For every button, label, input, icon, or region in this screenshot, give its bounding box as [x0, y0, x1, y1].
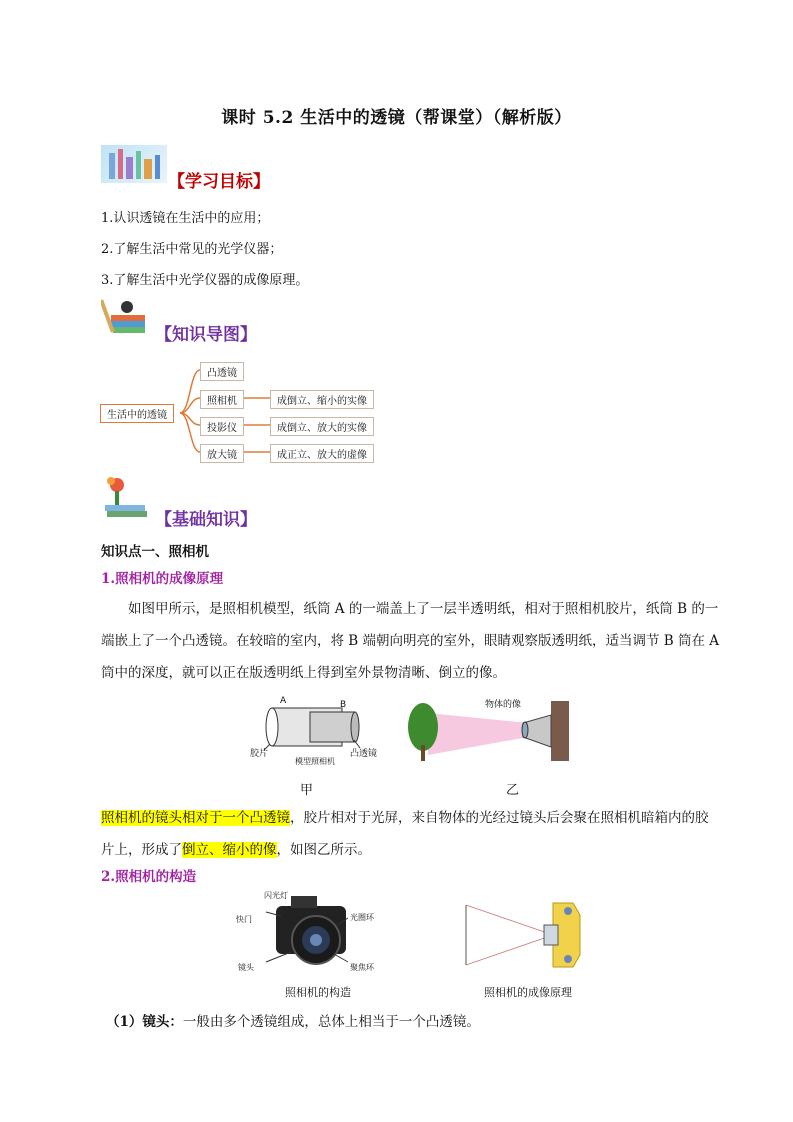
objective-item: 3.了解生活中光学仪器的成像原理。	[101, 273, 309, 288]
camera-imaging-figure	[403, 695, 578, 767]
highlight: 照相机的镜头相对于一个凸透镜	[101, 810, 290, 826]
text: ，如图乙所示。	[276, 842, 371, 858]
figure-caption: 甲	[300, 783, 314, 798]
label-focus: 聚焦环	[350, 963, 374, 972]
mindmap-branch: 放大镜	[200, 444, 244, 463]
camera-model-figure	[250, 696, 390, 766]
mindmap-branch: 凸透镜	[200, 362, 244, 381]
mindmap-leaf: 成倒立、放大的实像	[270, 417, 374, 436]
paragraph	[101, 802, 721, 866]
mindmap-leaf: 成正立、放大的虚像	[270, 444, 374, 463]
label-model: 模型照相机	[295, 757, 335, 766]
mindmap-branch: 照相机	[200, 390, 244, 409]
text: ，胶片相对于光屏，来自物体的光经过镜头后会聚在照相机暗箱内的胶片上，形成了	[101, 810, 709, 858]
list-item	[106, 1010, 480, 1030]
objective-item: 1.认识透镜在生活中的应用；	[101, 211, 270, 226]
mindmap-icon	[101, 293, 149, 335]
label-shutter: 快门	[236, 915, 252, 924]
mindmap-leaf: 成倒立、缩小的实像	[270, 390, 374, 409]
basics-icon	[101, 473, 151, 521]
label-aperture: 光圈环	[350, 913, 374, 922]
label-flash: 闪光灯	[264, 891, 288, 900]
mindmap-root: 生活中的透镜	[100, 404, 174, 423]
basics-heading: 【基础知识】	[155, 510, 257, 530]
objectives-icon	[101, 145, 167, 183]
mindmap-branch: 投影仪	[200, 417, 244, 436]
camera-structure-figure	[236, 890, 386, 978]
subsection-title: 2.照相机的构造	[101, 869, 197, 885]
objective-item: 2.了解生活中常见的光学仪器；	[101, 242, 283, 257]
highlight: 倒立、缩小的像	[182, 842, 277, 858]
knowledge-point-title: 知识点一、照相机	[101, 544, 209, 560]
camera-principle-figure	[458, 895, 588, 975]
label-film: 胶片	[250, 749, 269, 759]
page-title: 课时 5.2 生活中的透镜（帮课堂）（解析版）	[221, 108, 572, 128]
label-lens: 凸透镜	[350, 749, 378, 759]
item-label: （1）镜头：	[106, 1014, 183, 1030]
paragraph: 如图甲所示，是照相机模型，纸筒 A 的一端盖上了一层半透明纸，相对于照相机胶片，纸筒 B 的一端嵌上了一个凸透镜。在较暗的室内，将 B 端朝向明亮的室外，眼睛观察版透明纸，适当调节 B 筒在 A 筒中的深度，就可以正在版透明纸上得到室外景物清晰、倒立的像。	[101, 601, 720, 681]
figure-caption: 照相机的成像原理	[484, 986, 572, 999]
mindmap-heading: 【知识导图】	[155, 325, 257, 345]
knowledge-mindmap	[100, 358, 370, 468]
item-text: 一般由多个透镜组成，总体上相当于一个凸透镜。	[182, 1014, 480, 1030]
subsection-title: 1.照相机的成像原理	[101, 571, 224, 587]
figure-caption: 照相机的构造	[285, 986, 351, 999]
figure-caption: 乙	[506, 783, 520, 798]
label-lens: 镜头	[238, 963, 254, 972]
objectives-heading: 【学习目标】	[168, 172, 270, 192]
label-a: A	[280, 696, 287, 706]
label-b: B	[340, 700, 347, 710]
label-object-image: 物体的像	[485, 700, 522, 710]
